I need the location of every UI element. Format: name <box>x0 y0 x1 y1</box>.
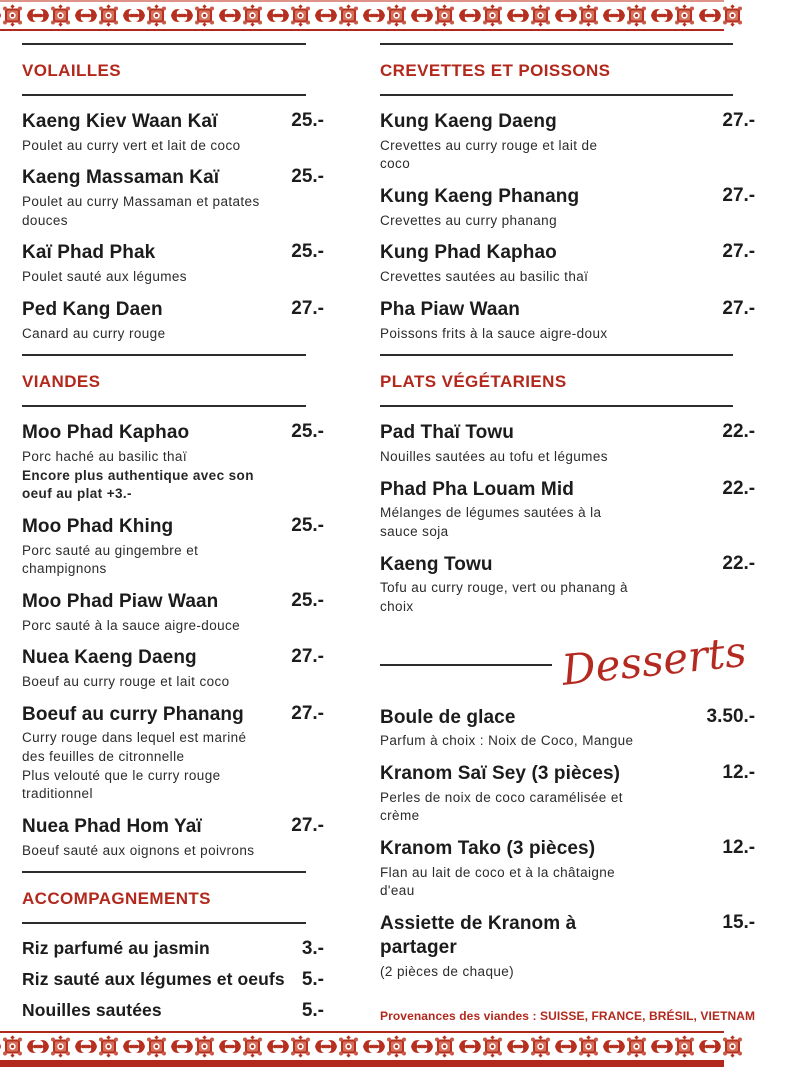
floral-border-motif <box>170 4 218 27</box>
floral-border-motif <box>74 4 122 27</box>
item-name: Kaeng Kiev Waan Kaï <box>22 111 218 132</box>
item-name: Kaï Phad Phak <box>22 242 156 264</box>
floral-border-motif <box>218 1035 266 1058</box>
item-name: Kranom Saï Sey (3 pièces) <box>380 763 621 785</box>
section-rule <box>22 354 306 356</box>
floral-border-motif <box>266 1035 314 1058</box>
floral-border-motif <box>0 1035 26 1058</box>
section-plats-vegetariens <box>380 354 755 627</box>
item-description: Tofu au curry rouge, vert ou phanang à choix <box>380 580 628 614</box>
item-name: Nuea Kaeng Daeng <box>22 647 197 669</box>
floral-border-motif <box>410 1035 458 1058</box>
floral-border-motif <box>314 1035 362 1058</box>
item-name: Phad Pha Louam Mid <box>380 478 574 500</box>
section-rule <box>22 871 306 873</box>
item-description: Poulet au curry Massaman et patates douces <box>22 194 260 228</box>
item-name: Moo Phad Khing <box>22 515 174 537</box>
item-description: Flan au lait de coco et à la châtaigne d'eau <box>380 864 616 899</box>
item-price: 27.- <box>291 646 324 668</box>
item-price: 3.- <box>301 938 324 960</box>
menu-item <box>22 938 324 960</box>
item-description: Porc haché au basilic thaï <box>22 448 187 464</box>
item-price: 27.- <box>722 297 756 319</box>
menu-item <box>22 241 324 286</box>
menu-item <box>380 762 755 826</box>
section-title-viandes: VIANDES <box>22 372 101 392</box>
menu-item <box>22 421 324 504</box>
item-description: Boeuf sauté aux oignons et poivrons <box>22 842 255 858</box>
item-description: Crevettes au curry rouge et lait de coco <box>380 137 598 172</box>
menu-item <box>380 837 755 901</box>
floral-border-motif <box>602 4 650 27</box>
floral-border-motif <box>26 4 74 27</box>
menu-item <box>380 421 755 466</box>
section-volailles <box>22 43 324 343</box>
item-price: 27.- <box>722 185 756 206</box>
floral-border-motif <box>698 1035 746 1058</box>
menu-item <box>380 185 755 230</box>
item-description: Curry rouge dans lequel est mariné des feuilles de citronnelle Plus velouté que le curry rouge traditionnel <box>22 730 247 802</box>
floral-border-motif <box>26 1035 74 1058</box>
item-description: Boeuf au curry rouge et lait coco <box>22 673 230 689</box>
floral-border-motif <box>266 4 314 27</box>
desserts-script-title: Desserts <box>559 626 749 695</box>
item-price: 5.- <box>301 1000 324 1022</box>
bottom-page-border <box>0 1031 724 1067</box>
item-description: Porc sauté au gingembre et champignons <box>22 542 199 577</box>
item-name: Kaeng Massaman Kaï <box>22 167 220 189</box>
item-description: Canard au curry rouge <box>22 325 166 341</box>
item-price: 27.- <box>722 110 756 131</box>
left-column <box>0 31 352 1031</box>
section-rule <box>380 354 733 356</box>
bottom-border-ornament <box>0 1035 724 1058</box>
floral-border-motif <box>458 4 506 27</box>
item-price: 12.- <box>722 837 756 859</box>
menu-item <box>22 1000 324 1022</box>
item-price: 27.- <box>291 702 324 724</box>
menu-item <box>22 590 324 635</box>
item-price: 27.- <box>722 241 756 263</box>
item-name: Kung Kaeng Phanang <box>380 186 580 207</box>
item-price: 22.- <box>722 477 756 499</box>
item-name: Kranom Tako (3 pièces) <box>380 838 596 860</box>
item-price: 22.- <box>722 421 756 443</box>
item-name: Pha Piaw Waan <box>380 298 520 320</box>
floral-border-motif <box>362 1035 410 1058</box>
item-description: Poissons frits à la sauce aigre-doux <box>380 325 608 341</box>
item-name: Nuea Phad Hom Yaï <box>22 815 202 837</box>
floral-border-motif <box>554 4 602 27</box>
section-accompagnements <box>22 871 324 1022</box>
right-column <box>352 31 795 1031</box>
floral-border-motif <box>554 1035 602 1058</box>
item-price: 22.- <box>722 552 756 574</box>
bottom-border-accent-line <box>0 1031 724 1033</box>
floral-border-motif <box>458 1035 506 1058</box>
item-name: Kaeng Towu <box>380 553 493 575</box>
floral-border-motif <box>218 4 266 27</box>
item-description: Poulet sauté aux légumes <box>22 269 187 285</box>
menu-item <box>380 241 755 286</box>
item-price: 25.- <box>291 421 324 443</box>
menu-item <box>380 298 755 343</box>
floral-border-motif <box>122 1035 170 1058</box>
section-crevettes-et-poissons <box>380 43 755 354</box>
menu-content <box>0 31 756 1031</box>
menu-item <box>380 110 755 174</box>
menu-item <box>22 515 324 579</box>
item-description: Porc sauté à la sauce aigre-douce <box>22 617 241 633</box>
section-title-volailles: VOLAILLES <box>22 61 121 80</box>
section-rule <box>22 94 306 96</box>
floral-border-motif <box>362 4 410 27</box>
section-rule <box>22 405 306 407</box>
floral-border-motif <box>650 4 698 27</box>
top-border-thin-line <box>0 0 724 2</box>
floral-border-motif <box>506 4 554 27</box>
item-name: Ped Kang Daen <box>22 298 163 320</box>
item-name: Moo Phad Piaw Waan <box>22 590 219 612</box>
item-name: Riz parfumé au jasmin <box>22 938 210 959</box>
item-price: 3.50.- <box>706 705 756 727</box>
item-price: 25.- <box>291 166 324 188</box>
meat-origin-note: Provenances des viandes : SUISSE, FRANCE, BRÉSIL, VIETNAM <box>380 1009 756 1024</box>
item-name: Riz sauté aux légumes et oeufs <box>22 969 285 990</box>
floral-border-motif <box>602 1035 650 1058</box>
floral-border-motif <box>74 1035 122 1058</box>
floral-border-motif <box>698 4 746 27</box>
item-price: 27.- <box>291 297 324 319</box>
item-price: 15.- <box>722 912 756 934</box>
floral-border-motif <box>506 1035 554 1058</box>
item-price: 25.- <box>291 589 324 611</box>
section-rule <box>380 664 552 666</box>
menu-item <box>22 166 324 230</box>
floral-border-motif <box>170 1035 218 1058</box>
section-desserts <box>380 628 755 993</box>
item-description: Mélanges de légumes sautées à la sauce soja <box>380 505 602 539</box>
bottom-border-red-bar <box>0 1060 724 1067</box>
item-note: Encore plus authentique avec son oeuf au plat +3.- <box>22 467 254 502</box>
menu-item <box>380 553 755 617</box>
item-name: Moo Phad Kaphao <box>22 422 190 444</box>
item-description: Poulet au curry vert et lait de coco <box>22 137 241 153</box>
item-price: 25.- <box>291 241 324 263</box>
item-name: Kung Phad Kaphao <box>380 242 557 264</box>
section-title-crevettes: CREVETTES ET POISSONS <box>380 61 611 80</box>
item-description: Parfum à choix : Noix de Coco, Mangue <box>380 733 634 749</box>
item-description: Crevettes sautées au basilic thaï <box>380 269 589 285</box>
menu-item <box>380 478 755 542</box>
floral-border-motif <box>314 4 362 27</box>
section-rule <box>380 405 733 407</box>
floral-border-motif <box>122 4 170 27</box>
item-name: Assiette de Kranom à partager <box>380 913 577 958</box>
item-description: Perles de noix de coco caramélisée et crème <box>380 789 623 824</box>
top-border-ornament <box>0 4 724 27</box>
section-viandes <box>22 354 324 860</box>
menu-item <box>22 646 324 691</box>
menu-item <box>22 703 324 804</box>
menu-item <box>22 298 324 343</box>
item-price: 25.- <box>291 514 324 536</box>
item-description: (2 pièces de chaque) <box>380 963 515 979</box>
item-name: Pad Thaï Towu <box>380 422 514 444</box>
section-title-accompagnements: ACCOMPAGNEMENTS <box>22 889 211 909</box>
section-title-vegetariens: PLATS VÉGÉTARIENS <box>380 372 567 392</box>
section-rule <box>22 922 306 924</box>
menu-item <box>22 815 324 860</box>
floral-border-motif <box>410 4 458 27</box>
menu-item <box>380 912 755 981</box>
item-price: 27.- <box>291 814 324 836</box>
top-page-border <box>0 0 724 31</box>
item-description: Nouilles sautées au tofu et légumes <box>380 448 608 464</box>
section-rule <box>380 43 733 45</box>
item-name: Boule de glace <box>380 706 516 728</box>
floral-border-motif <box>0 4 26 27</box>
item-price: 12.- <box>722 762 756 784</box>
menu-item <box>22 110 324 155</box>
item-price: 25.- <box>291 110 324 131</box>
floral-border-motif <box>650 1035 698 1058</box>
item-name: Boeuf au curry Phanang <box>22 703 244 725</box>
item-price: 5.- <box>301 969 324 991</box>
desserts-header <box>380 626 755 695</box>
menu-item <box>22 969 324 991</box>
section-rule <box>380 94 733 96</box>
section-rule <box>22 43 306 45</box>
menu-item <box>380 706 755 751</box>
item-name: Nouilles sautées <box>22 1000 162 1021</box>
item-name: Kung Kaeng Daeng <box>380 111 557 132</box>
item-description: Crevettes au curry phanang <box>380 212 557 228</box>
